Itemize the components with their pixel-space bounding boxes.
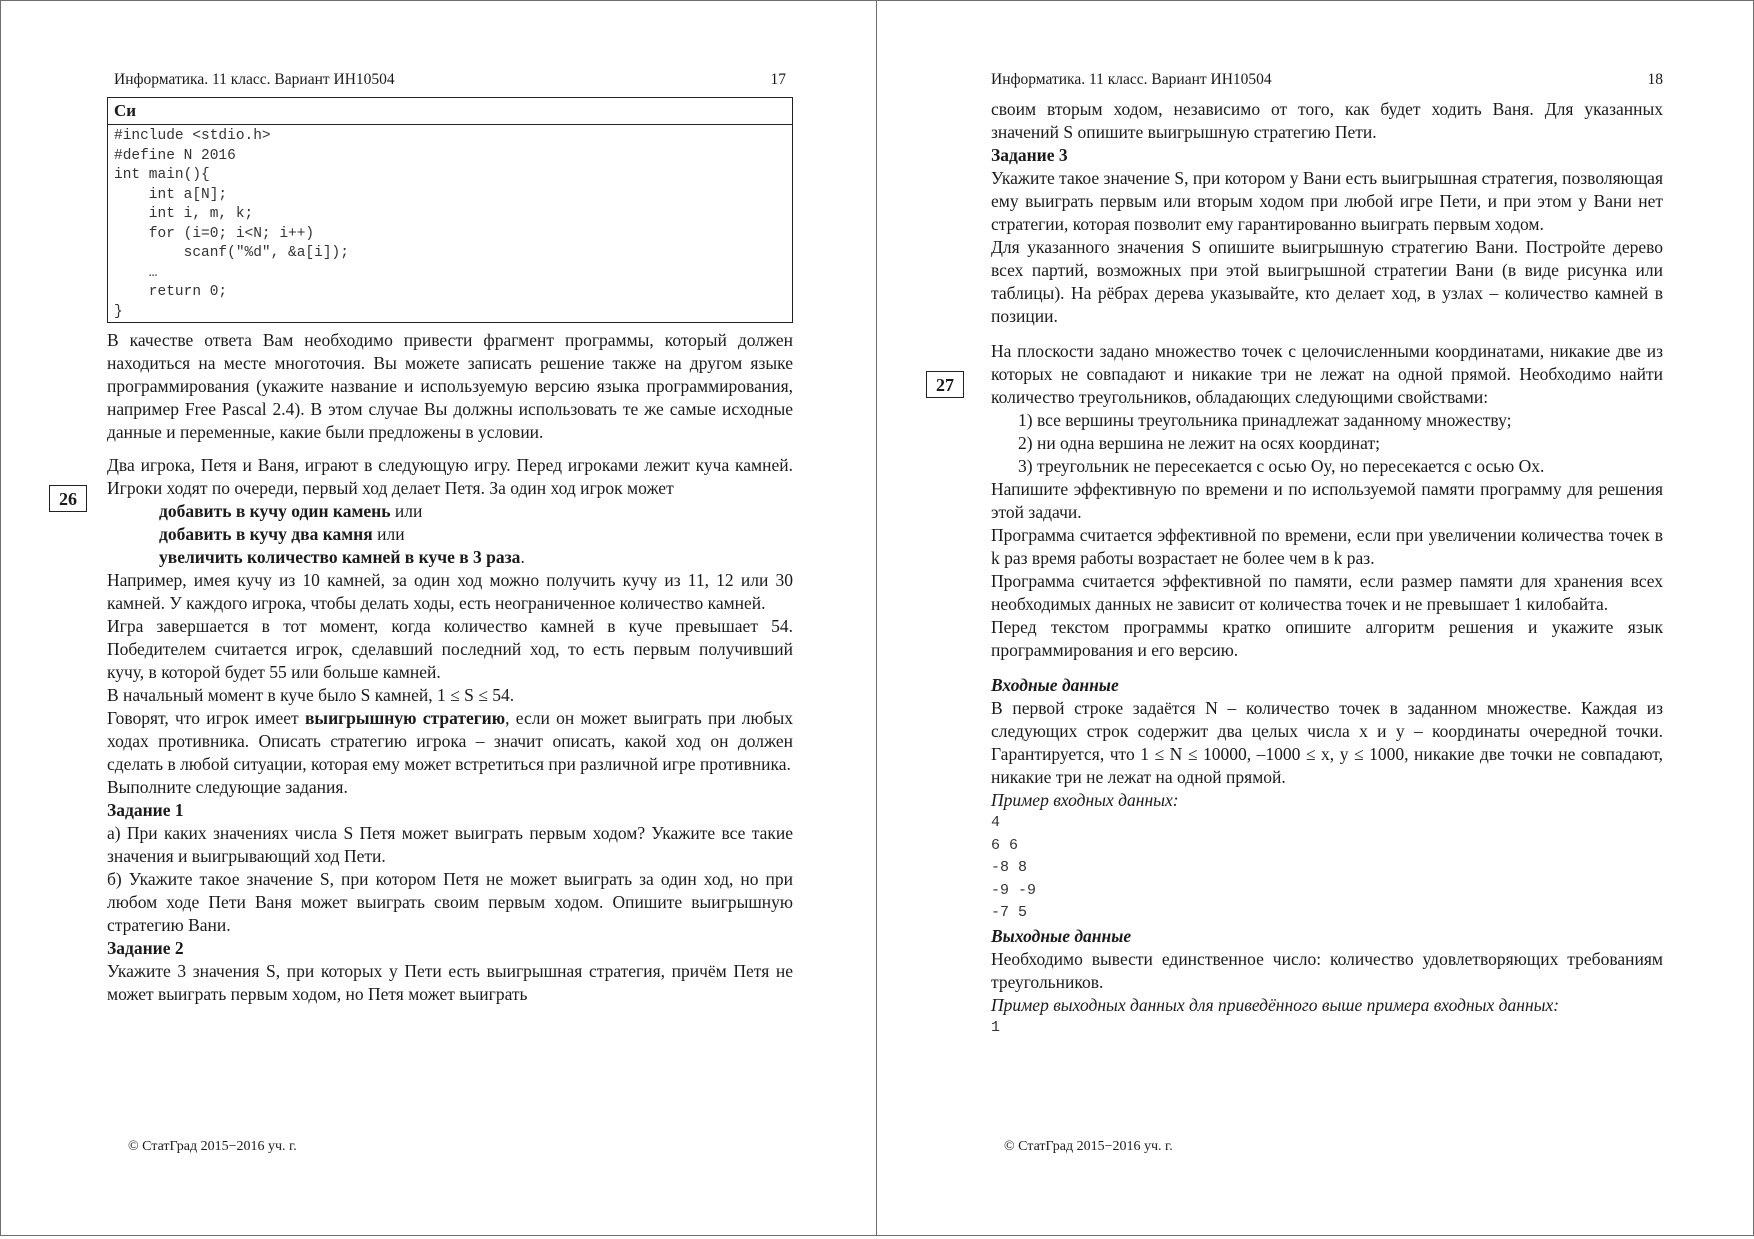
right-page (876, 0, 1754, 1236)
left-column (107, 97, 793, 1006)
task26-strategy: Говорят, что игрок имеет выигрышную стратегию, если он может выиграть при любых ходах противника. Описать стратегию игрока – значит описать, какой ход он должен сделать в любой ситуации, которая ему может встретиться при различной игре противника. (107, 708, 793, 774)
footer: © СтатГрад 2015−2016 уч. г. (1004, 1139, 1173, 1154)
code-line: } (114, 303, 123, 320)
z3-text: Укажите такое значение S, при котором у Вани есть выигрышная стратегия, позволяющая ему выиграть первым или вторым ходом при любой игре Пети, и при этом у Вани нет стратегии, которая позволит ему гарантированно выиграть первым ходом. (991, 168, 1663, 234)
input-example-line: 4 (991, 814, 1001, 831)
header-title: Информатика. 11 класс. Вариант ИН10504 (114, 71, 395, 88)
page-header (991, 71, 1663, 89)
input-text: В первой строке задаётся N – количество точек в заданном множестве. Каждая из следующих строк содержит два целых числа x и y – координаты очередной точки. Гарантируется, что 1 ≤ N ≤ 10000, –1000 ≤ x, y ≤ 1000, никакие две точки не совпадают, никакие три не лежат на одной прямой. (991, 698, 1663, 787)
input-example-line: -8 8 (991, 859, 1028, 877)
code-line: #define N 2016 (114, 147, 236, 164)
page-number: 17 (770, 71, 786, 88)
input-example-line: -7 5 (991, 904, 1028, 922)
left-page (0, 0, 877, 1236)
task26-end-rule: Игра завершается в тот момент, когда количество камней в куче превышает 54. Победителем считается игрок, сделавший последний ход, то есть первым получивший кучу, в которой будет 55 или больше камней. (107, 616, 793, 682)
output-title: Выходные данные (991, 925, 1132, 946)
z1-title: Задание 1 (107, 800, 184, 820)
z2-continuation: своим вторым ходом, независимо от того, как будет ходить Ваня. Для указанных значений S опишите выигрышную стратегию Пети. (991, 99, 1663, 142)
property-item: 2) ни одна вершина не лежит на осях координат; (1018, 433, 1380, 453)
task27-intro: На плоскости задано множество точек с целочисленными координатами, никакие две из которых не совпадают и никакие три не лежат на одной прямой. Необходимо найти количество треугольников, обладающих следующими свойствами: (991, 341, 1663, 407)
task27-eff-mem: Программа считается эффективной по памяти, если размер памяти для хранения всех необходимых данных не зависит от количества точек и не превышает 1 килобайта. (991, 571, 1663, 614)
page-number: 18 (1647, 71, 1663, 88)
input-example-line: -9 -9 (991, 881, 1037, 899)
task-number-26: 26 (49, 485, 87, 512)
code-box (107, 97, 793, 323)
output-example-line: 1 (991, 1018, 1001, 1036)
right-column (991, 98, 1663, 1040)
input-title: Входные данные (991, 675, 1119, 695)
code-line: for (i=0; i<N; i++) (114, 225, 315, 242)
task-number-27: 27 (926, 371, 964, 398)
move-option: добавить в кучу один камень или (159, 501, 423, 521)
task26-intro: Два игрока, Петя и Ваня, играют в следующую игру. Перед игроками лежит куча камней. Игроки ходят по очереди, первый ход делает Петя. За один ход игрок может (107, 455, 793, 498)
z3-title: Задание 3 (991, 145, 1068, 165)
code-line: int main(){ (114, 167, 210, 183)
property-item: 3) треугольник не пересекается с осью Oy, но пересекается с осью Ox. (1018, 456, 1545, 476)
task27-write: Напишите эффективную по времени и по используемой памяти программу для решения этой задачи. (991, 479, 1663, 522)
code-line: #include <stdio.h> (114, 128, 271, 144)
z1-b: б) Укажите такое значение S, при котором Петя не может выиграть за один ход, но при любом ходе Пети Ваня может выиграть своим первым ходом. Опишите выигрышную стратегию Вани. (107, 869, 793, 935)
output-text: Необходимо вывести единственное число: количество удовлетворяющих требованиям треугольников. (991, 948, 1663, 992)
header-title: Информатика. 11 класс. Вариант ИН10504 (991, 71, 1272, 88)
footer: © СтатГрад 2015−2016 уч. г. (128, 1139, 297, 1154)
task26-initial: В начальный момент в куче было S камней, 1 ≤ S ≤ 54. (107, 685, 515, 705)
code-listing (108, 125, 792, 322)
code-line: return 0; (114, 284, 228, 300)
input-example-title: Пример входных данных: (991, 790, 1179, 810)
code-line: … (114, 264, 158, 281)
page-header (114, 71, 786, 89)
z2-text: Укажите 3 значения S, при которых у Пети есть выигрышная стратегия, причём Петя не может выиграть первым ходом, но Петя может выиграть (107, 961, 793, 1004)
code-line: int i, m, k; (114, 206, 254, 222)
input-example-line: 6 6 (991, 836, 1019, 854)
z2-title: Задание 2 (107, 938, 184, 958)
code-language-title: Си (108, 98, 792, 125)
task27-eff-time: Программа считается эффективной по времени, если при увеличении количества точек в k раз время работы возрастает не более чем в k раз. (991, 525, 1663, 568)
move-option: увеличить количество камней в куче в 3 раза. (159, 547, 525, 567)
move-option: добавить в кучу два камня или (159, 524, 405, 544)
task26-example: Например, имея кучу из 10 камней, за один ход можно получить кучу из 11, 12 или 30 камней. У каждого игрока, чтобы делать ходы, есть неограниченное количество камней. (107, 570, 793, 613)
code-line: int a[N]; (114, 186, 228, 203)
task26-do-tasks: Выполните следующие задания. (107, 777, 348, 797)
answer-note: В качестве ответа Вам необходимо привести фрагмент программы, который должен находиться на месте многоточия. Вы можете записать решение также на другом языке программирования (укажите название и используемую версию языка программирования, например Free Pascal 2.4). В этом случае Вы должны использовать те же самые исходные данные и переменные, какие были предложены в условии. (107, 330, 793, 442)
output-example-title: Пример выходных данных для приведённого выше примера входных данных: (991, 994, 1560, 1015)
property-item: 1) все вершины треугольника принадлежат заданному множеству; (1018, 410, 1512, 430)
z1-a: а) При каких значениях числа S Петя может выиграть первым ходом? Укажите все такие значения и выигрывающий ход Пети. (107, 823, 793, 866)
code-line: scanf("%d", &a[i]); (114, 245, 349, 261)
task27-before: Перед текстом программы кратко опишите алгоритм решения и укажите язык программирования и его версию. (991, 617, 1663, 660)
z3-text2: Для указанного значения S опишите выигрышную стратегию Вани. Постройте дерево всех партий, возможных при этой выигрышной стратегии Вани (в виде рисунка или таблицы). На рёбрах дерева указывайте, кто делает ход, в узлах – количество камней в позиции. (991, 237, 1663, 326)
